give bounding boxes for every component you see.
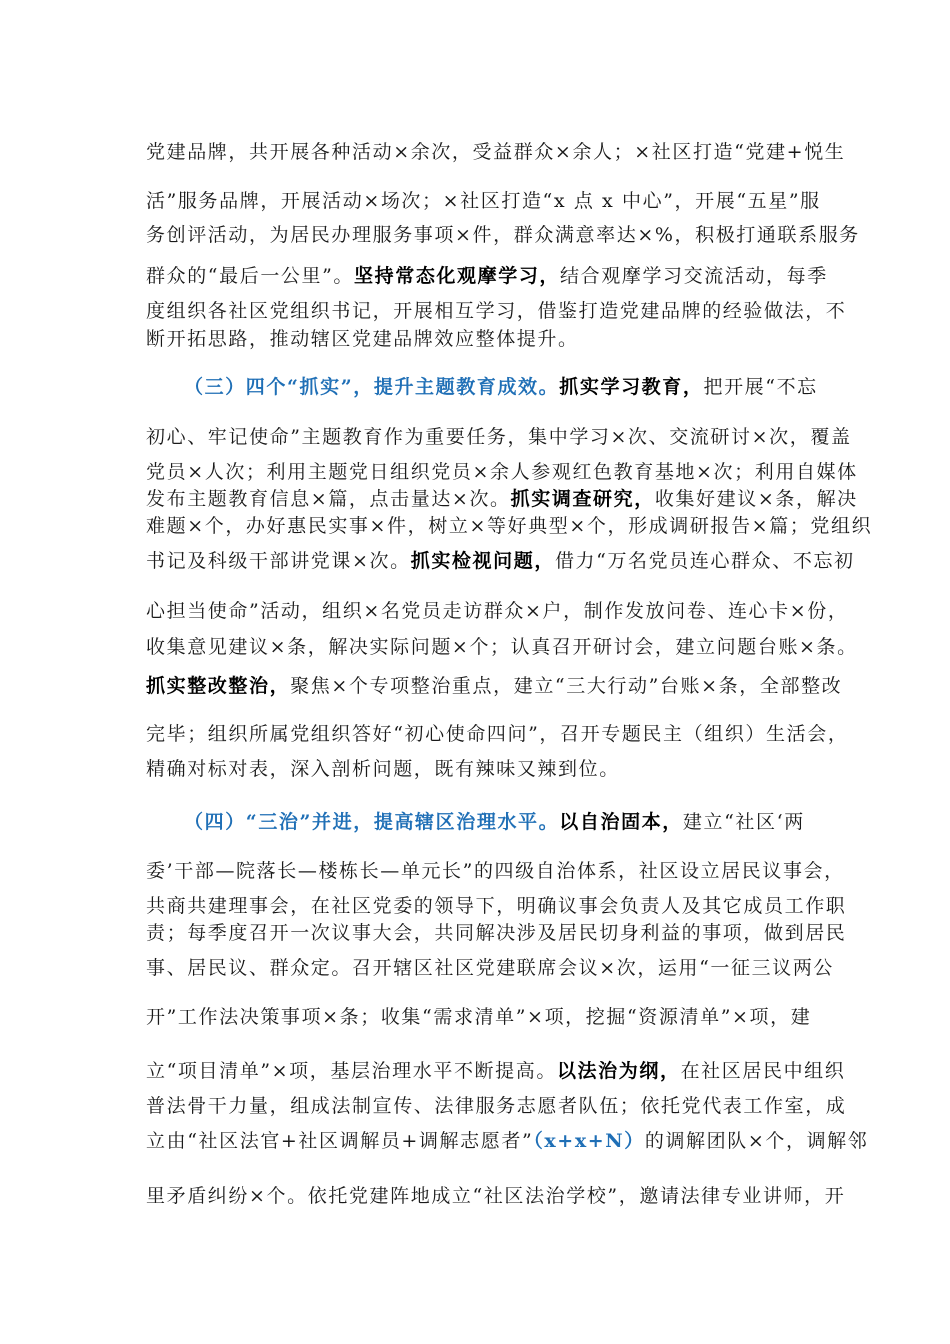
text-line: 务创评活动，为居民办理服务事项×件，群众满意率达×%，积极打通联系服务 xyxy=(146,224,860,246)
bold-lead: 抓实检视问题， xyxy=(410,550,555,572)
text-line: 责；每季度召开一次议事大会，共同解决涉及居民切身利益的事项，做到居民 xyxy=(146,922,847,944)
text-line: 断开拓思路，推动辖区党建品牌效应整体提升。 xyxy=(146,328,579,350)
section-heading-4: （四）“三治”并进，提高辖区治理水平。以自治固本，建立“社区‘两 xyxy=(184,811,805,833)
text-line: 委’干部—院落长—楼栋长—单元长”的四级自治体系，社区设立居民议事会， xyxy=(146,860,845,882)
text-line: 共商共建理事会，在社区党委的领导下，明确议事会负责人及其它成员工作职 xyxy=(146,895,847,917)
team-formula: （x+x+N） xyxy=(533,1130,645,1152)
bold-lead: 以自治固本， xyxy=(559,811,683,833)
text-line: 书记及科级干部讲党课×次。抓实检视问题，借力“万名党员连心群众、不忘初 xyxy=(146,550,855,572)
text-line: 完毕；组织所属党组织答好“初心使命四问”，召开专题民主（组织）生活会， xyxy=(146,723,849,745)
text-line: 群众的“最后一公里”。坚持常态化观摩学习，结合观摩学习交流活动，每季 xyxy=(146,265,828,287)
section-heading-3: （三）四个“抓实”，提升主题教育成效。抓实学习教育，把开展“不忘 xyxy=(184,376,818,398)
text-line: 难题×个，办好惠民实事×件，树立×等好典型×个，形成调研报告×篇；党组织 xyxy=(146,515,873,537)
text-line: 收集意见建议×条，解决实际问题×个；认真召开研讨会，建立问题台账×条。 xyxy=(146,636,858,658)
text-line: 度组织各社区党组织书记，开展相互学习，借鉴打造党建品牌的经验做法，不 xyxy=(146,300,847,322)
text-line: 立“项目清单”×项，基层治理水平不断提高。以法治为纲，在社区居民中组织 xyxy=(146,1060,846,1082)
text-line: 发布主题教育信息×篇，点击量达×次。抓实调查研究，收集好建议×条，解决 xyxy=(146,488,858,510)
bold-lead: 抓实整改整治， xyxy=(146,675,291,697)
text-line: 心担当使命”活动，组织×名党员走访群众×户，制作发放问卷、连心卡×份， xyxy=(146,600,849,622)
text-line: 活”服务品牌，开展活动×场次；×社区打造“x 点 x 中心”，开展“五星”服 xyxy=(146,190,821,212)
text-line: 里矛盾纠纷×个。依托党建阵地成立“社区法治学校”，邀请法律专业讲师，开 xyxy=(146,1185,846,1207)
text-line: 精确对标对表，深入剖析问题，既有辣味又辣到位。 xyxy=(146,758,620,780)
bold-lead: 以法治为纲， xyxy=(556,1060,681,1082)
text-line: 普法骨干力量，组成法制宣传、法律服务志愿者队伍；依托党代表工作室，成 xyxy=(146,1095,847,1117)
bold-lead: 抓实学习教育， xyxy=(559,376,704,398)
text-line: 党建品牌，共开展各种活动×余次，受益群众×余人；×社区打造“党建+悦生 xyxy=(146,141,846,163)
text-line: 开”工作法决策事项×条；收集“需求清单”×项，挖掘“资源清单”×项，建 xyxy=(146,1006,812,1028)
text-line: 抓实整改整治，聚焦×个专项整治重点，建立“三大行动”台账×条，全部整改 xyxy=(146,675,843,697)
text-line: 初心、牢记使命”主题教育作为重要任务，集中学习×次、交流研讨×次，覆盖 xyxy=(146,426,852,448)
text-line: 党员×人次；利用主题党日组织党员×余人参观红色教育基地×次；利用自媒体 xyxy=(146,461,858,483)
bold-lead: 抓实调查研究， xyxy=(510,488,655,510)
text-line: 立由“社区法官+社区调解员+调解志愿者”（x+x+N）的调解团队×个，调解邻 xyxy=(146,1130,869,1152)
text-line: 事、居民议、群众定。召开辖区社区党建联席会议×次，运用“一征三议两公 xyxy=(146,957,835,979)
bold-lead: 坚持常态化观摩学习， xyxy=(354,265,561,287)
